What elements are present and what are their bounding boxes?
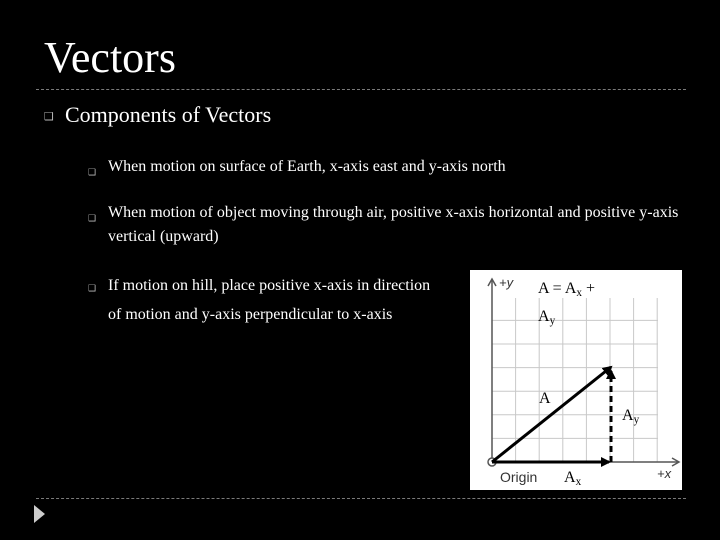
equation-plus: + [581, 280, 595, 297]
vector-equation [538, 277, 648, 333]
equation-y-sub: y [549, 315, 556, 327]
bullet-marker-icon: ❑ [44, 110, 54, 123]
vector-ax-label [564, 469, 581, 488]
equation-x-sub: x [576, 287, 582, 299]
footer-divider [36, 498, 686, 499]
sub-bullet-marker-icon: ❑ [88, 214, 97, 224]
title-divider [36, 89, 686, 90]
equation-ay: A [538, 308, 550, 325]
ax-base: A [564, 469, 576, 486]
slide-title: Vectors [44, 33, 176, 82]
next-slide-arrow-icon[interactable] [34, 505, 45, 523]
sub-bullet-text: When motion of object moving through air, positive x-axis horizontal and positive y-axis vertical (upward) [108, 204, 679, 245]
sub-bullet-marker-icon: ❑ [88, 168, 97, 178]
vector-ay-label [622, 407, 639, 426]
x-axis-label: +x [657, 466, 672, 481]
y-axis-label: +y [499, 275, 514, 290]
ax-sub: x [575, 476, 582, 488]
vector-components-figure [470, 270, 682, 490]
bullet-text: Components of Vectors [65, 102, 272, 127]
sub-bullet-marker-icon: ❑ [88, 284, 97, 294]
vector-a-label: A [539, 390, 551, 407]
origin-label: Origin [500, 469, 538, 485]
sub-bullet-text: When motion on surface of Earth, x-axis east and y-axis north [108, 158, 506, 175]
ay-base: A [622, 407, 634, 424]
ay-sub: y [633, 414, 640, 426]
sub-bullet-text: If motion on hill, place positive x-axis in direction of motion and y-axis perpendicular to x-axis [108, 277, 431, 323]
equation-lhs: A = A [538, 280, 577, 297]
